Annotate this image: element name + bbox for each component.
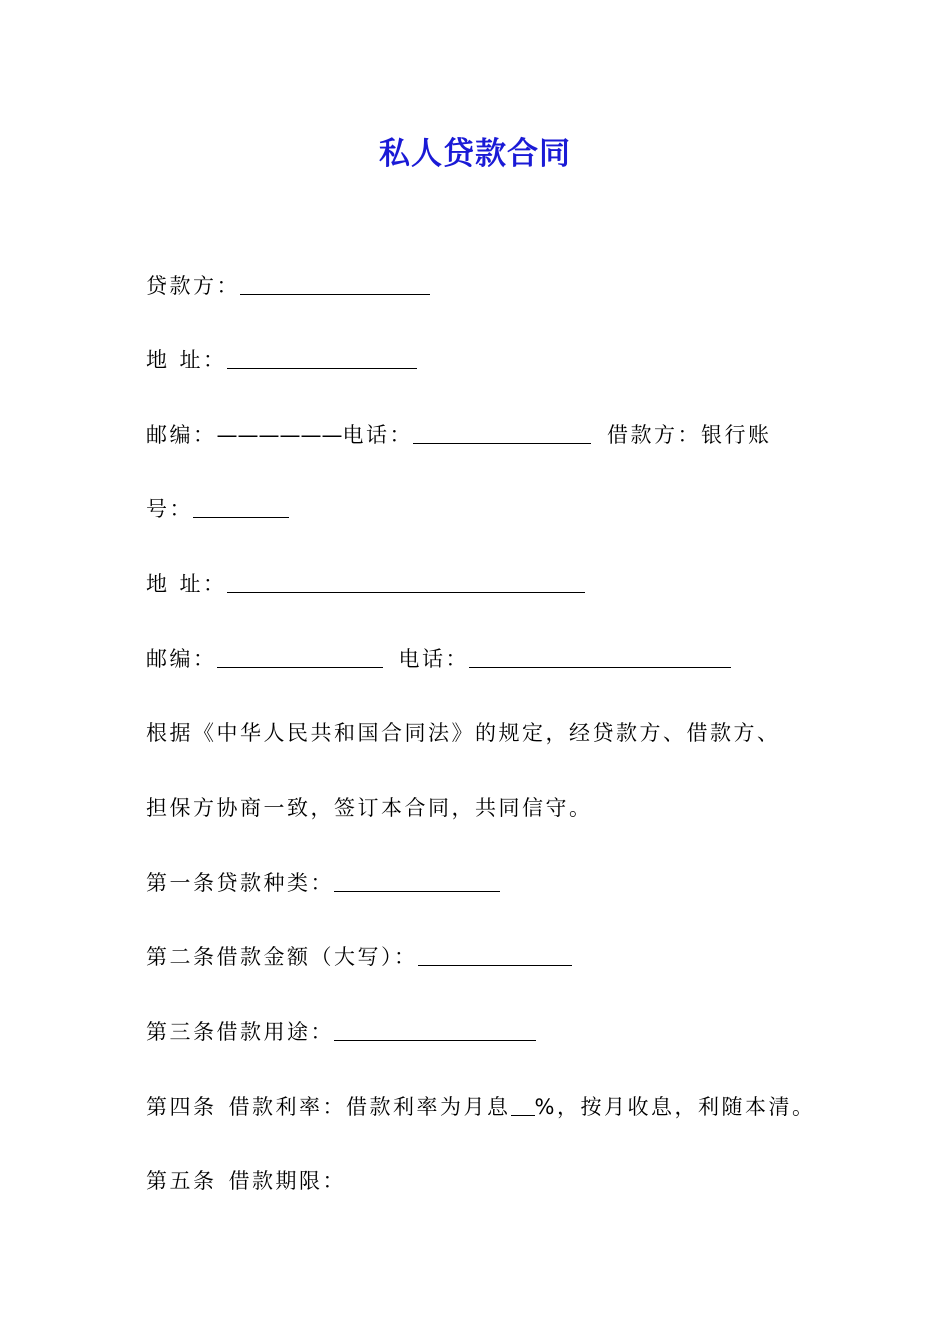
loan-type-blank[interactable] [334, 869, 500, 892]
lender-phone-blank[interactable] [413, 421, 591, 444]
loan-purpose-blank[interactable] [334, 1018, 536, 1041]
clause-5-text: 借款期限： [228, 1169, 346, 1193]
lender-phone-label: 电话： [342, 423, 413, 447]
lender-name-label: 贷款方： [146, 274, 240, 298]
lender-address-line [146, 343, 417, 377]
clause-4-line [146, 1090, 815, 1124]
bank-account-line [146, 492, 289, 526]
lender-postcode-dashes: —————— [216, 423, 343, 447]
clause-4-text-b: %，按月收息，利随本清。 [534, 1095, 816, 1119]
clause-5-head: 第五条 [146, 1169, 217, 1193]
preamble-line-2: 担保方协商一致，签订本合同，共同信守。 [146, 796, 593, 820]
bank-account-label-2: 号： [146, 497, 193, 521]
borrower-phone-blank[interactable] [469, 645, 731, 668]
lender-address-blank[interactable] [227, 346, 417, 369]
clause-3-label: 第三条借款用途： [146, 1020, 334, 1044]
clause-1-line [146, 866, 500, 900]
clause-4-head: 第四条 [146, 1095, 217, 1119]
clause-4-text-a: 借款利率：借款利率为月息 [228, 1095, 511, 1119]
lender-contact-line [146, 418, 772, 452]
clause-5-line [146, 1164, 346, 1198]
preamble-line-1: 根据《中华人民共和国合同法》的规定，经贷款方、借款方、 [146, 721, 781, 745]
loan-amount-blank[interactable] [418, 943, 572, 966]
borrower-contact-line [146, 642, 731, 676]
clause-2-line [146, 940, 572, 974]
interest-rate-blank[interactable] [511, 1093, 535, 1116]
borrower-postcode-blank[interactable] [217, 645, 383, 668]
lender-name-line [146, 269, 430, 303]
page-title: 私人贷款合同 [379, 136, 571, 172]
clause-2-label: 第二条借款金额（大写）： [146, 945, 418, 969]
borrower-label: 借款方： [607, 423, 701, 447]
lender-name-blank[interactable] [240, 272, 430, 295]
borrower-postcode-label: 邮编： [146, 647, 217, 671]
clause-1-label: 第一条贷款种类： [146, 871, 334, 895]
borrower-address-line [146, 567, 585, 601]
borrower-address-label-1: 地 [146, 572, 170, 596]
lender-postcode-label: 邮编： [146, 423, 217, 447]
borrower-address-blank[interactable] [227, 570, 585, 593]
lender-address-label-1: 地 [146, 348, 170, 372]
clause-3-line [146, 1015, 536, 1049]
bank-account-label-1: 银行账 [701, 423, 772, 447]
borrower-phone-label: 电话： [398, 647, 469, 671]
borrower-address-label-2: 址： [179, 572, 227, 596]
lender-address-label-2: 址： [179, 348, 227, 372]
bank-account-blank[interactable] [193, 495, 289, 518]
